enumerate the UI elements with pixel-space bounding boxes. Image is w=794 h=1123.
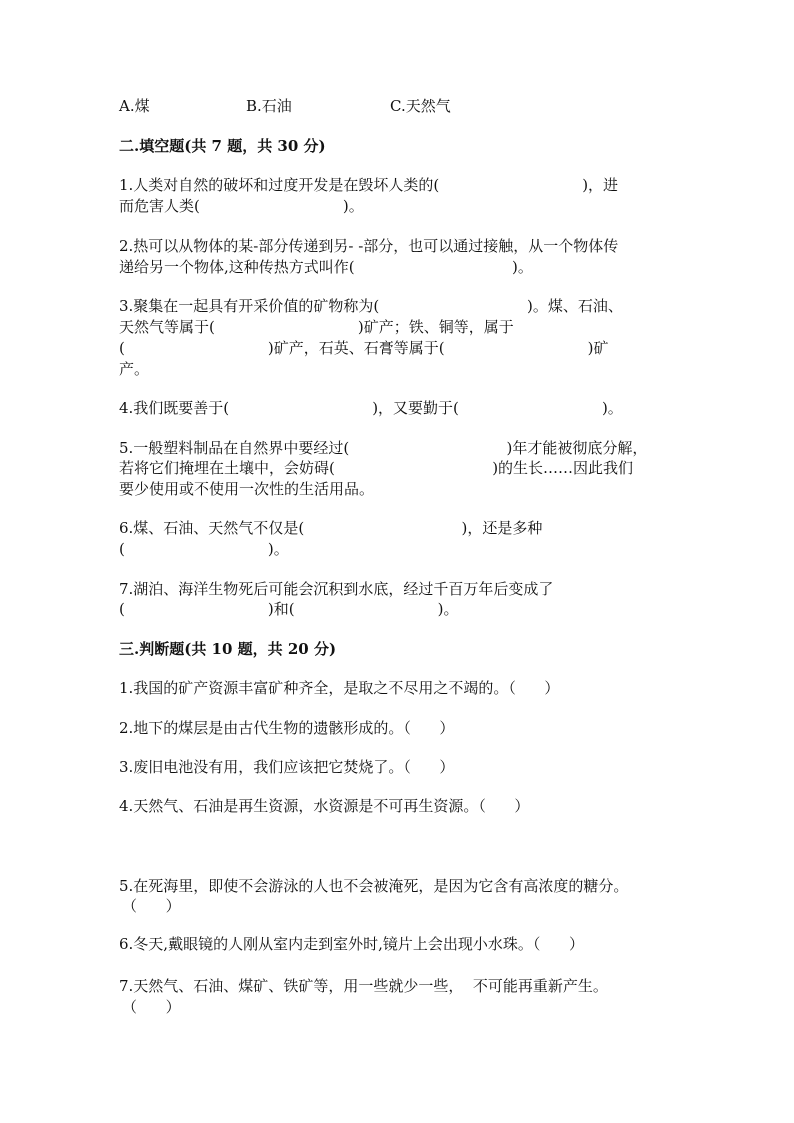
s2-q2-line1: 2.热可以从物体的某-部分传递到另- -部分，也可以通过接触，从一个物体传 [119,237,619,255]
s2-q3-line3: ( )矿产，石英、石膏等属于( )矿 [119,339,609,357]
s2-q1-line1: 1.人类对自然的破坏和过度开发是在毁坏人类的( )，进 [119,176,619,194]
s2-q5-line3: 要少使用或不使用一次性的生活用品。 [119,480,375,498]
s2-q6-line1: 6.煤、石油、天然气不仅是( )，还是多种 [119,519,543,537]
option-b: B.石油 [246,97,292,115]
s2-q5-line2: 若将它们掩埋在土壤中，会妨碍( )的生长……因此我们 [119,459,634,477]
s2-q5-line1: 5.一般塑料制品在自然界中要经过( )年才能被彻底分解， [119,439,648,457]
s2-q3-line1: 3.聚集在一起具有开采价值的矿物称为( )。煤、石油、 [119,297,623,315]
s2-q7-line1: 7.湖泊、海洋生物死后可能会沉积到水底，经过千百万年后变成了 [119,580,554,598]
s3-q6: 6.冬天,戴眼镜的人刚从室内走到室外时,镜片上会出现小水珠。（ ） [119,935,584,953]
s2-q1-line2: 而危害人类( )。 [119,197,364,215]
s3-q2: 2.地下的煤层是由古代生物的遗骸形成的。（ ） [119,719,455,737]
s3-q7-line1: 7.天然气、石油、煤矿、铁矿等，用一些就少一些， 不可能再重新产生。 [119,977,608,995]
option-c: C.天然气 [390,97,451,115]
s2-q7-line2: ( )和( )。 [119,600,459,618]
option-a: A.煤 [119,97,150,115]
s2-q2-line2: 递给另一个物体,这种传热方式叫作( )。 [119,258,533,276]
s3-q3: 3.废旧电池没有用，我们应该把它焚烧了。（ ） [119,758,455,776]
section-2-title: 二.填空题(共 7 题，共 30 分) [119,137,326,155]
s3-q5-line1: 5.在死海里，即使不会游泳的人也不会被淹死，是因为它含有高浓度的糖分。 [119,877,629,895]
section-3-title: 三.判断题(共 10 题，共 20 分) [119,640,337,658]
s3-q5-line2: （ ） [122,897,181,915]
s2-q3-line4: 产。 [119,360,150,378]
s3-q1: 1.我国的矿产资源丰富矿种齐全，是取之不尽用之不竭的。（ ） [119,679,560,697]
s3-q7-line2: （ ） [122,998,181,1016]
s2-q3-line2: 天然气等属于( )矿产；铁、铜等，属于 [119,318,514,336]
s2-q6-line2: ( )。 [119,540,289,558]
s2-q4-line1: 4.我们既要善于( )，又要勤于( )。 [119,399,623,417]
s3-q4: 4.天然气、石油是再生资源，水资源是不可再生资源。（ ） [119,797,530,815]
